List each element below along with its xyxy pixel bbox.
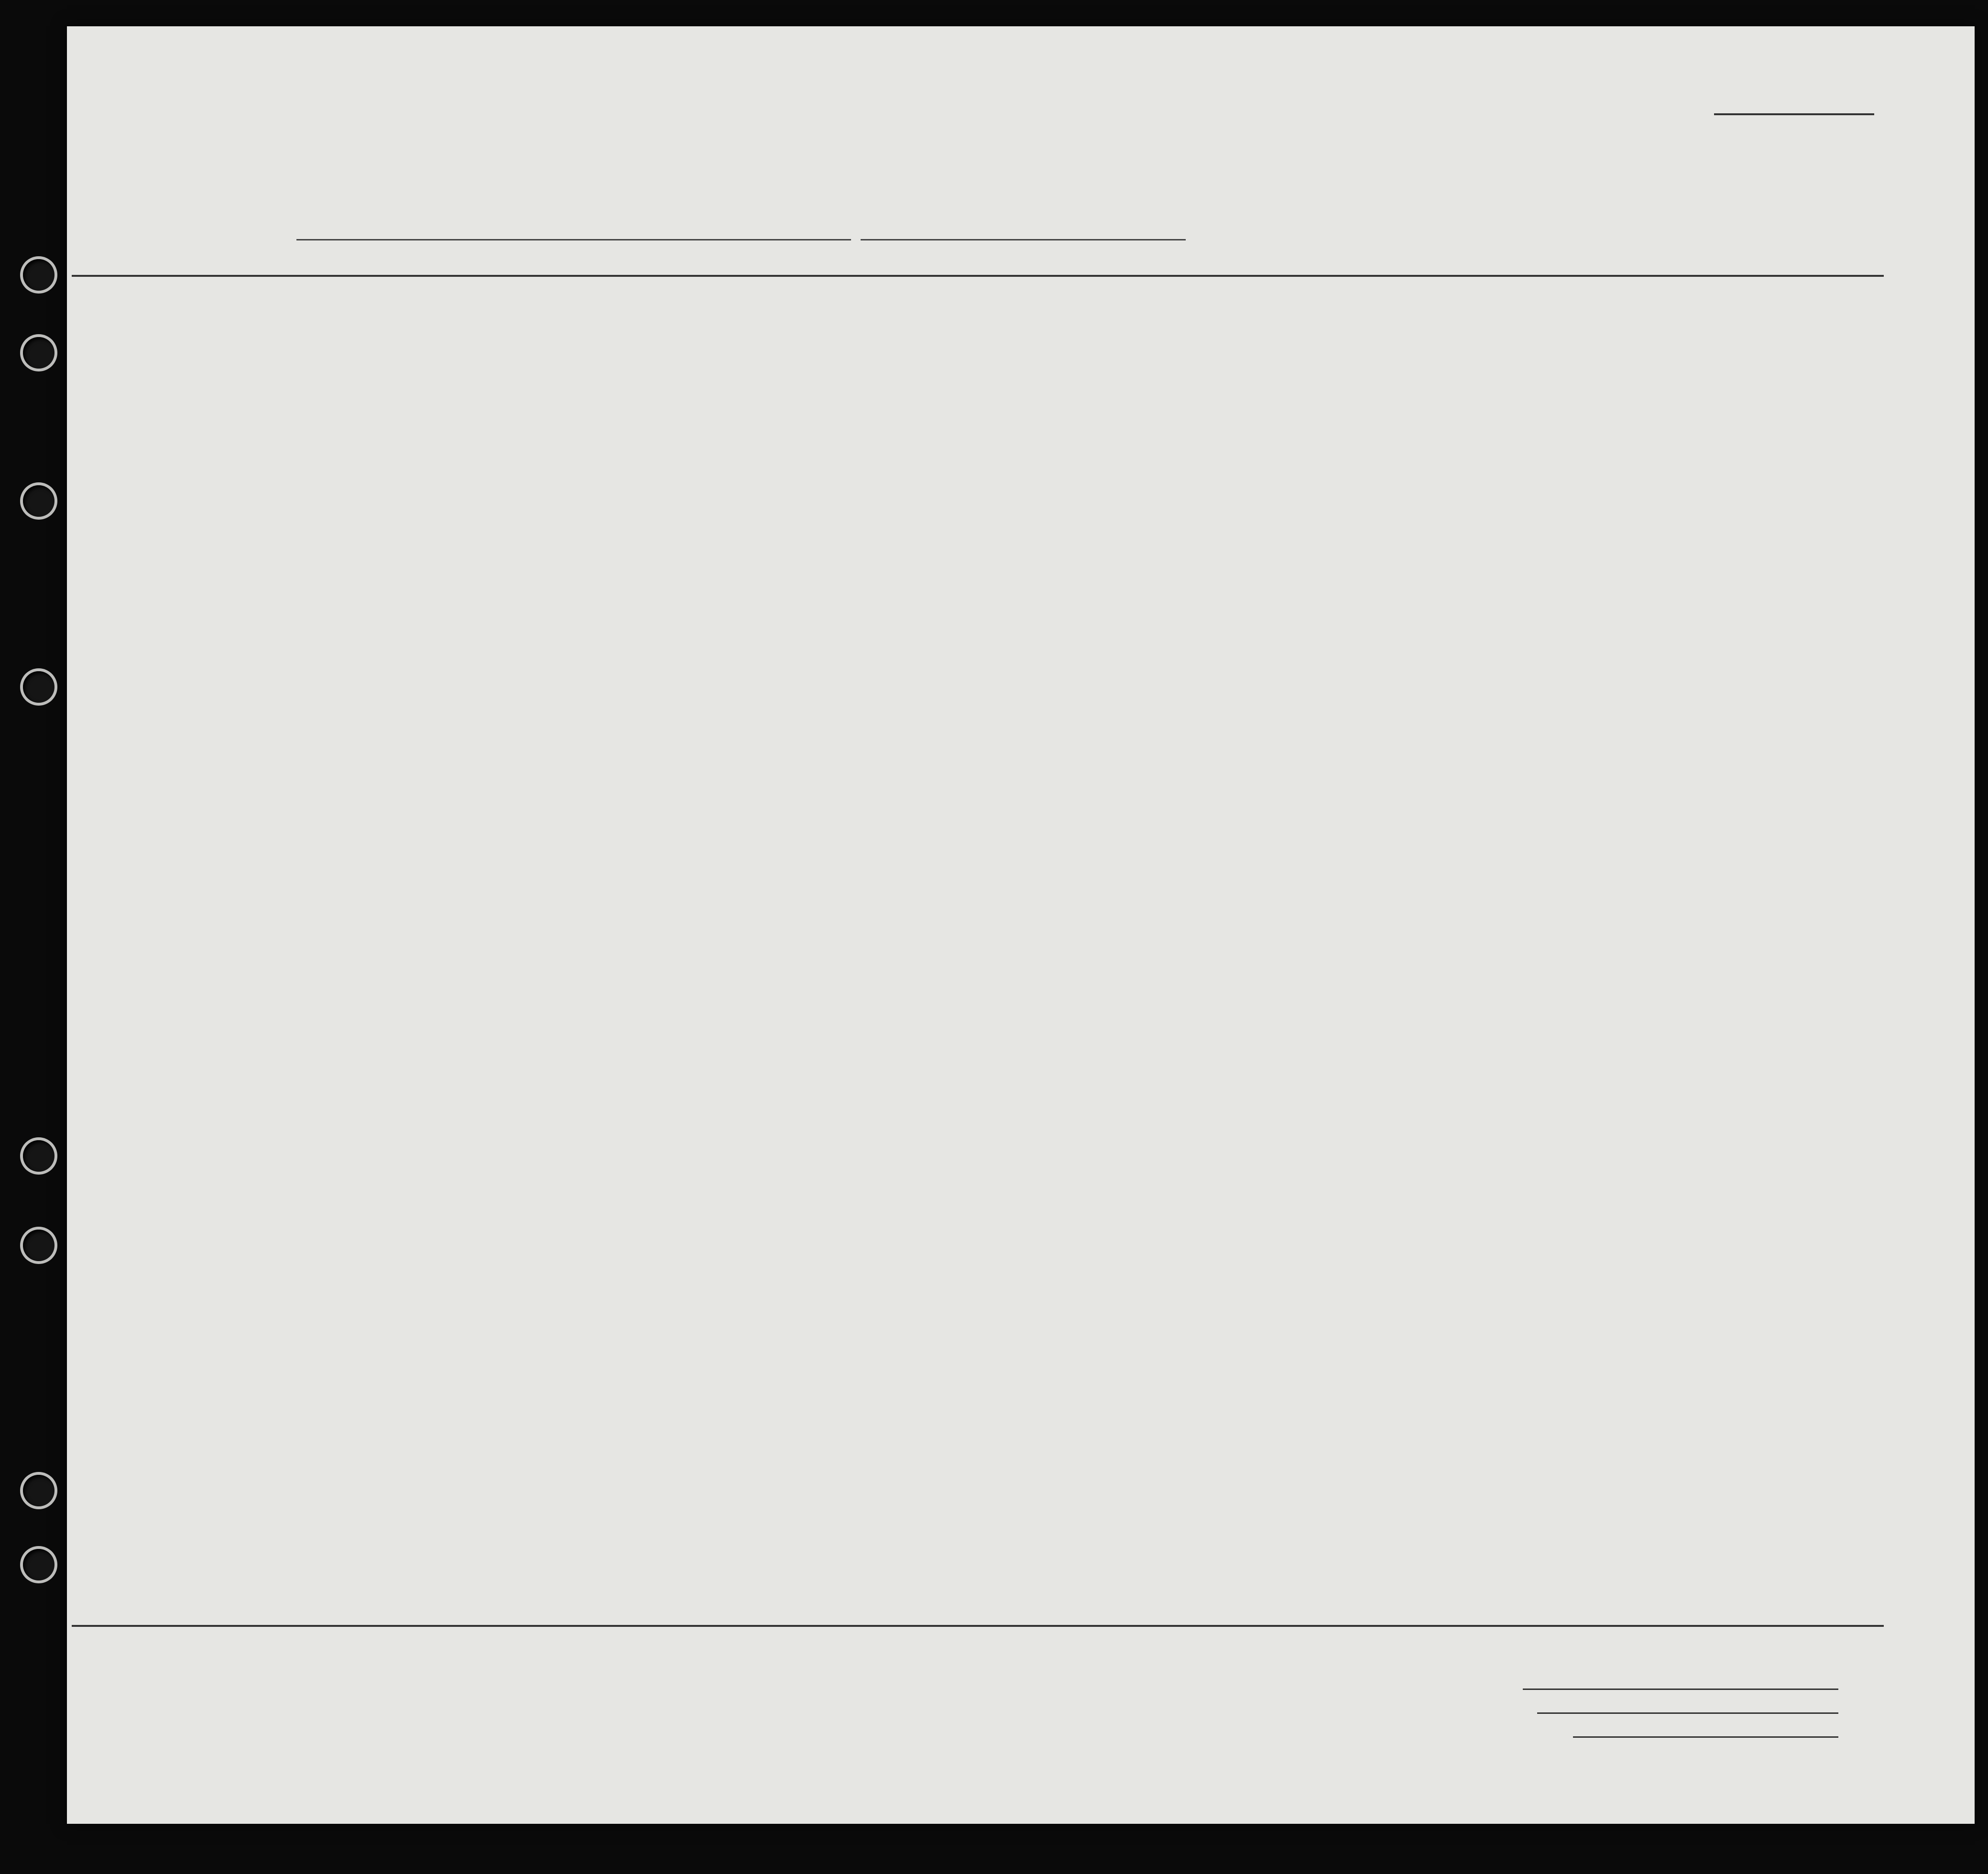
line-underline <box>1523 1689 1838 1690</box>
agents-underline <box>1573 1736 1838 1738</box>
owners-underline <box>1537 1712 1838 1714</box>
